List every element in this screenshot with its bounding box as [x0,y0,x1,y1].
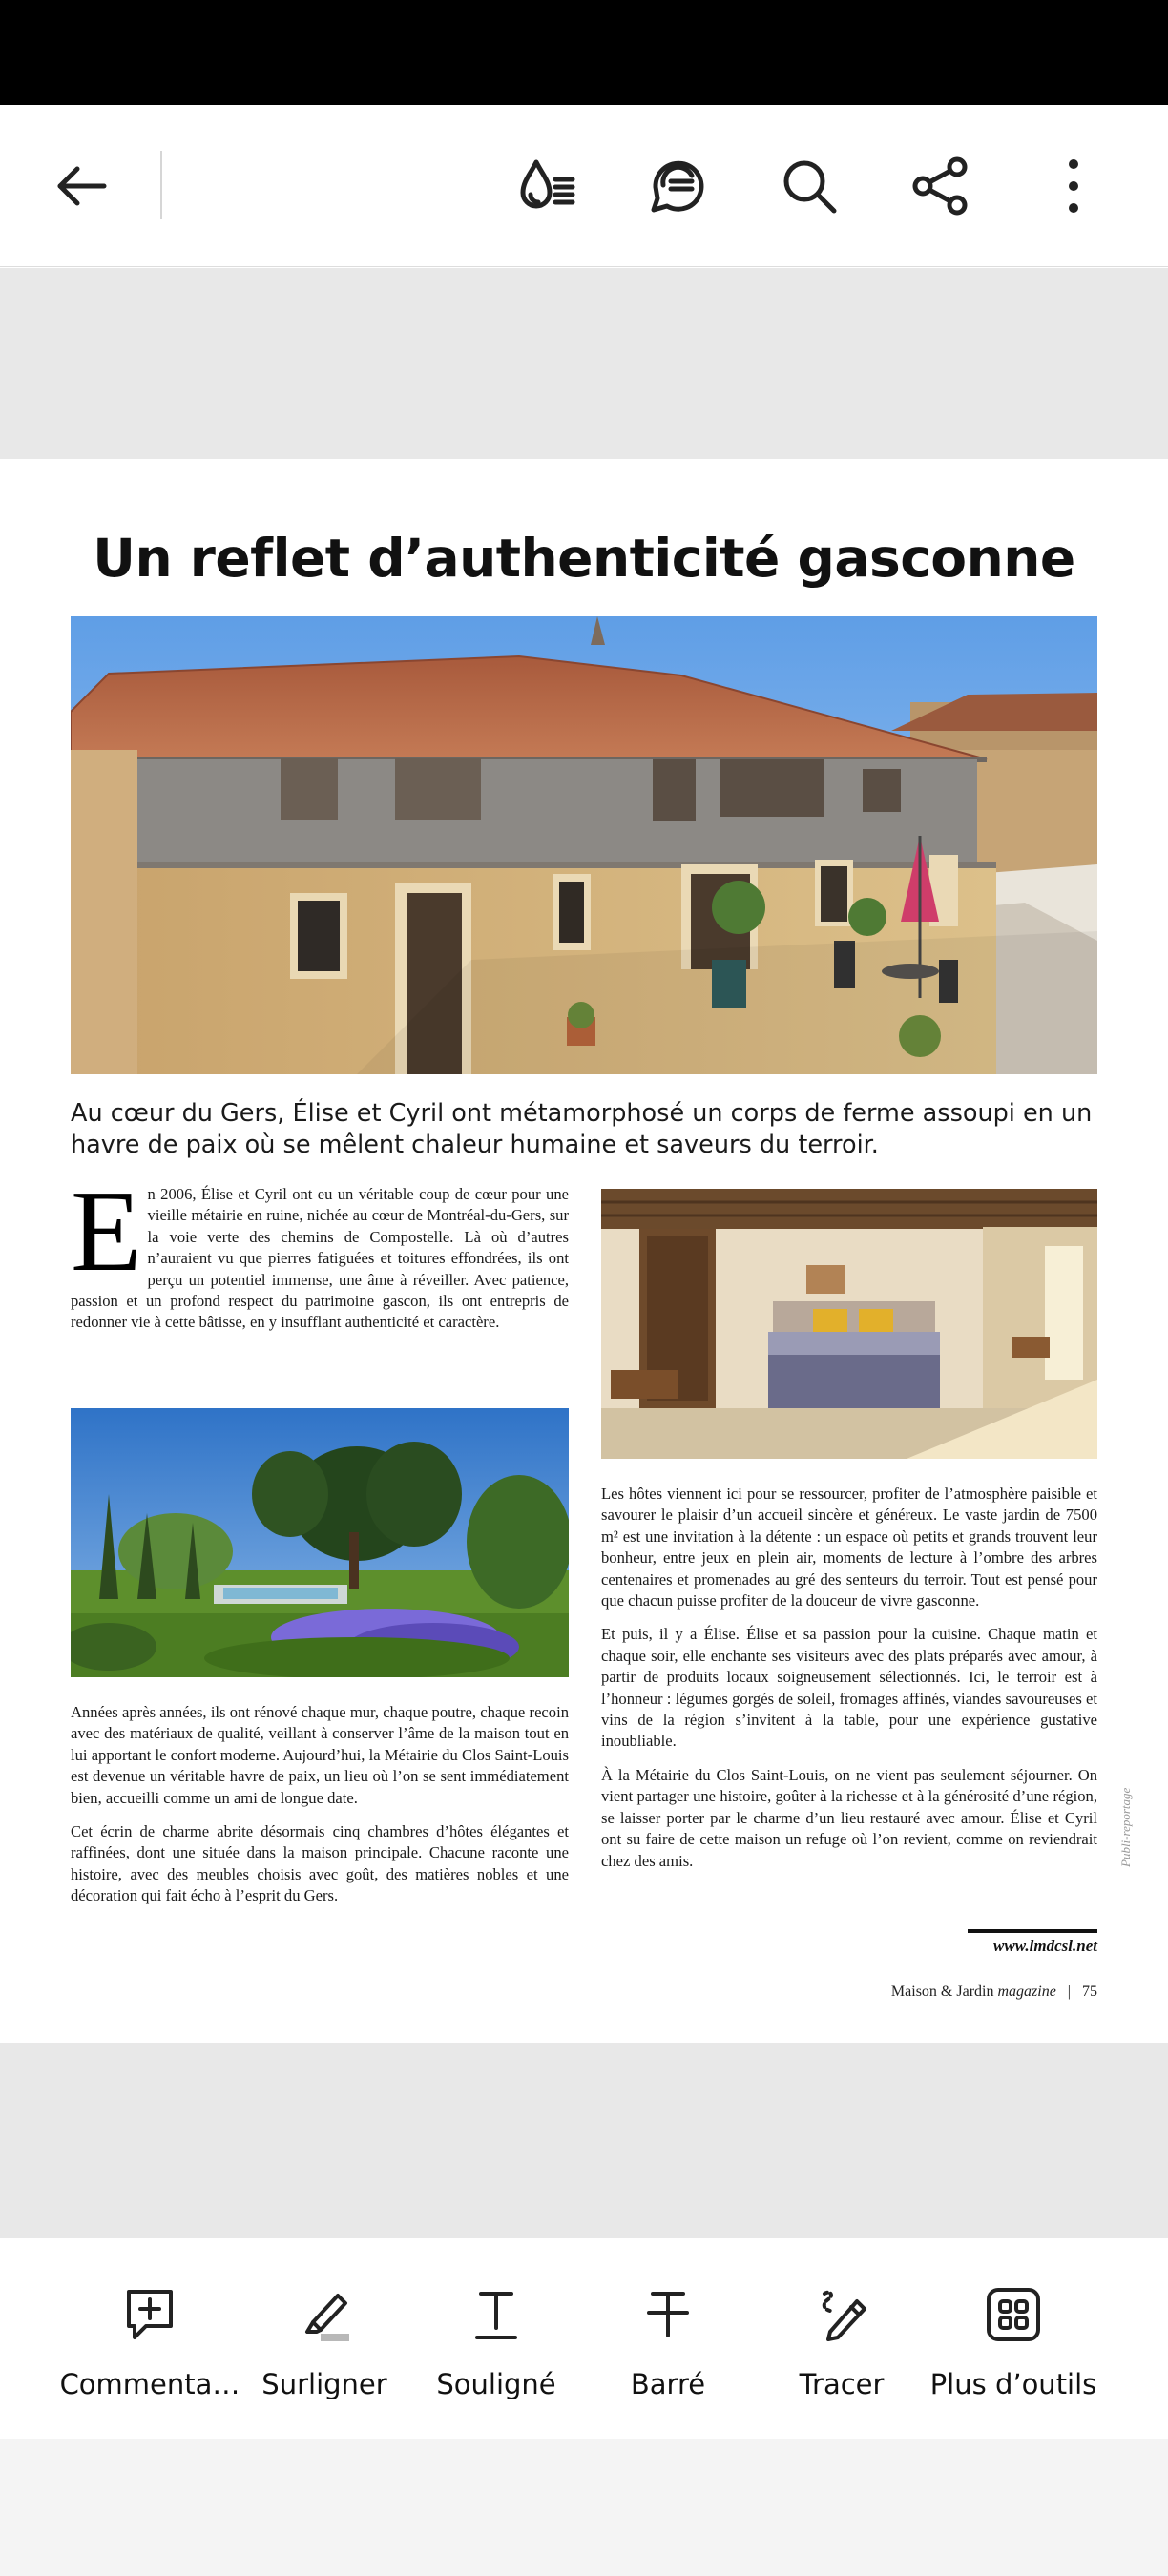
footer-magazine: magazine [997,1984,1056,2000]
strikethrough-icon [637,2284,699,2345]
comment-list-icon [644,153,711,219]
bedroom-photo [601,1189,1097,1459]
strikethrough-tool[interactable] [582,2284,754,2427]
liquid-mode-icon [513,153,580,219]
underline-icon [466,2284,527,2345]
footer-separator: | [1067,1984,1071,2000]
draw-tool[interactable] [756,2284,928,2427]
liquid-mode-button[interactable] [504,143,590,229]
paragraph-5: Et puis, il y a Élise. Élise et sa passion pour la cuisine. Chaque matin et chaque soir, elle enchante ses visiteurs avec des plats préparés avec amour, à partir de produits locaux soigneusement sélectionnés. Ici, le terroir est à l’honneur : légumes gorgés de soleil, fromages affinés, viandes savoureuses et vins de la région s’invitent à la table, pour une expérience gustative inoubliable. [601,1625,1097,1751]
annotation-toolbar [0,2238,1168,2439]
share-icon [909,155,972,218]
top-app-bar [0,105,1168,267]
more-options-button[interactable] [1031,143,1116,229]
more-tools-grid-icon [983,2284,1044,2345]
pdf-page [0,459,1168,2043]
url-rule [968,1929,1097,1933]
website-link[interactable]: www.lmdcsl.net [993,1937,1097,1955]
paragraph-3: Cet écrin de charme abrite désormais cinq chambres d’hôtes élégantes et raffinées, dont une située dans la maison principale. Chacune raconte une histoire, avec des meubles choisis avec goût, des matières nobles et une décoration qui fait écho à l’esprit du Gers. [71,1822,569,1905]
paragraph-2: Années après années, ils ont rénové chaque mur, chaque poutre, chaque recoin avec des matériaux de qualité, veillant à conserver l’âme de la maison tout en lui apportant le confort moderne. Aujourd’hui, la Métairie du Clos Saint-Louis est devenue un véritable havre de paix, un lieu où l’on se sent immédiatement bien, accueilli comme un ami de longue date. [71,1703,569,1807]
toolbar-divider [160,151,162,219]
article-lead: Au cœur du Gers, Élise et Cyril ont métamorphosé un corps de ferme assoupi en un havre de paix où se mêlent chaleur humaine et saveurs du terroir. [71,1099,1093,1159]
comments-panel-button[interactable] [635,143,720,229]
strikethrough-tool-label: Barré [630,2368,706,2400]
paragraph-6: À la Métairie du Clos Saint-Louis, on ne vient pas seulement séjourner. On vient partager une histoire, goûter à la richesse et à la générosité d’une région, se laisser porter par le charme d’un lieu restauré avec amour. Élise et Cyril ont su faire de cette maison un refuge où l’on revient, comme on reviendrait chez des amis. [601,1765,1097,1870]
search-button[interactable] [766,143,852,229]
draw-tool-label: Tracer [799,2368,885,2400]
highlight-tool-label: Surligner [261,2368,387,2400]
system-navigation-area [0,2439,1168,2576]
highlighter-icon [294,2284,355,2345]
more-tools-label: Plus d’outils [929,2368,1097,2400]
more-vertical-icon [1054,156,1093,217]
document-background-top [0,268,1168,459]
status-bar [0,0,1168,105]
article-column-right [601,1484,1097,1884]
comment-tool-label: Commenta… [59,2368,240,2400]
article-title: Un reflet d’authenticité gasconne [93,528,1075,589]
paragraph-4: Les hôtes viennent ici pour se ressourcer, profiter de l’atmosphère paisible et savourer le plaisir d’un accueil sincère et généreux. Le vaste jardin de 7500 m² est une invitation à la détente : un espace où petits et grands trouvent leur bonheur, entre jeux en plein air, moments de lecture à l’ombre des arbres centenaires et promenades au gré des senteurs du terroir. Tout est pensé pour que chacun puisse profiter de la douceur de vivre gasconne. [601,1485,1097,1610]
farmhouse-photo [71,616,1097,1074]
search-icon [779,156,840,217]
paragraph-1: n 2006, Élise et Cyril ont eu un véritable coup de cœur pour une vieille métairie en ruine, nichée au cœur de Montréal-du-Gers, sur la voie verte des chemins de Compostelle. Là où d’autres n’auraient vu que pierres fatiguées et toitures effondrées, ils ont perçu un potentiel immense, une âme à réveiller. Avec patience, passion et un profond respect du patrimoine gascon, ils ont entrepris de redonner vie à cette bâtisse, en y insufflant authenticité et caractère. [71,1185,569,1332]
arrow-left-icon [51,156,112,217]
back-button[interactable] [38,143,124,229]
document-background-bottom [0,2043,1168,2238]
underline-tool-label: Souligné [436,2368,556,2400]
footer-publication: Maison & Jardin [890,1984,994,2000]
draw-pen-icon [811,2284,872,2345]
article-column-left-top [71,1167,569,1346]
page-footer [668,1984,1097,2001]
highlight-tool[interactable] [239,2284,410,2427]
comment-add-icon [119,2284,180,2345]
share-button[interactable] [898,143,984,229]
underline-tool[interactable] [410,2284,582,2427]
comment-tool[interactable] [59,2284,240,2427]
article-column-left-bottom [71,1702,569,1920]
page-number: 75 [1082,1984,1097,2000]
publi-reportage-credit: Publi-reportage [1118,1787,1133,1867]
drop-cap: E [71,1167,142,1296]
more-tools[interactable] [918,2284,1109,2427]
garden-photo [71,1408,569,1677]
